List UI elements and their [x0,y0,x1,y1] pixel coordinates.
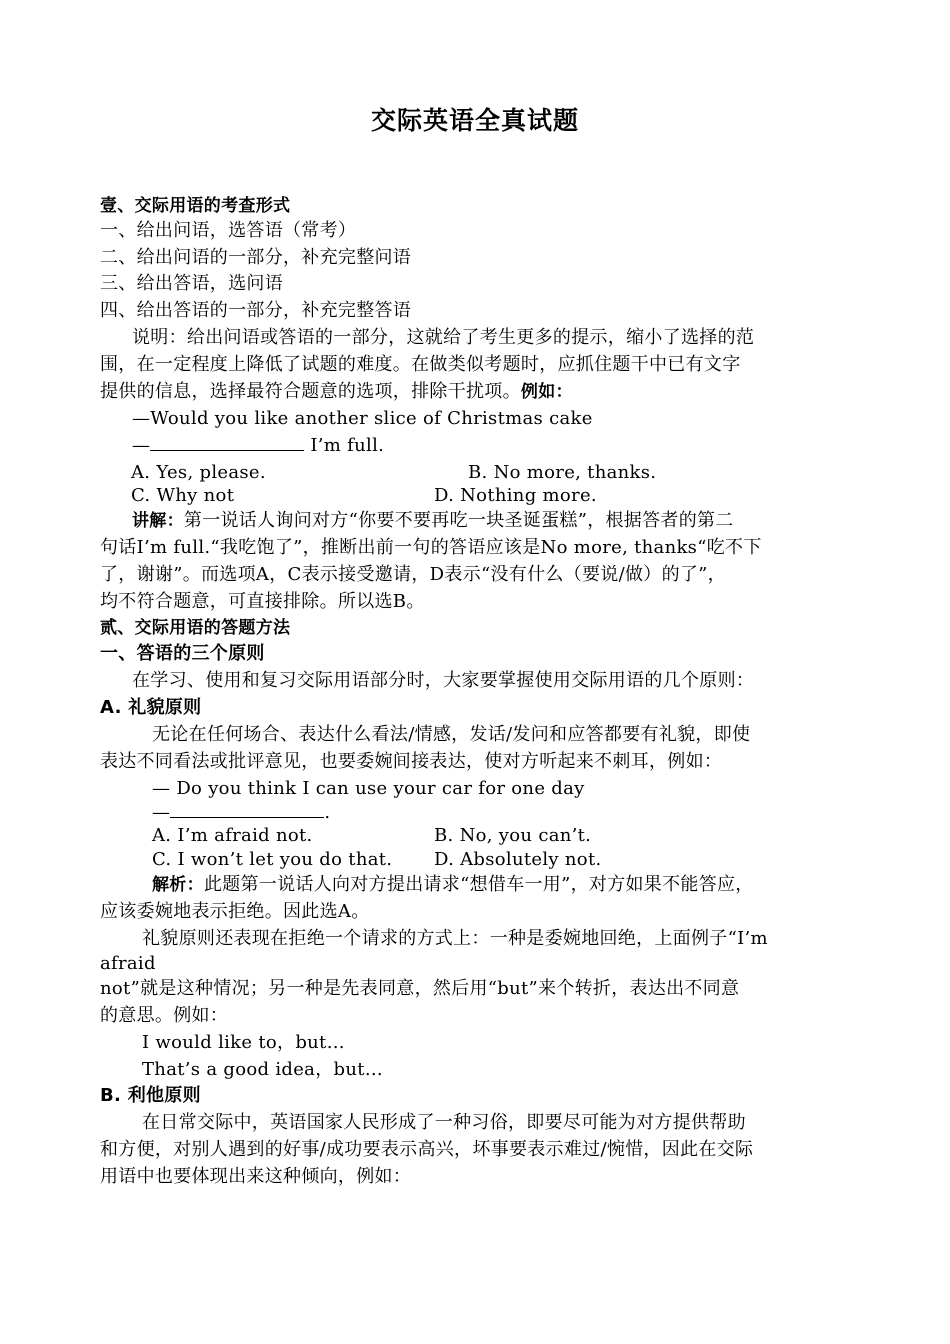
principle-a-option-b: B. No, you can’t. [434,825,592,846]
explanation-line-3: 了，谢谢”。而选项A，C表示接受邀请，D表示“没有什么（要说/做）的了”， [100,564,726,585]
principle-a-blank [170,800,324,818]
option-c: C. Why not [131,485,235,506]
note-line-3 [100,379,840,405]
answer-blank [150,433,304,451]
explanation-line-4: 均不符合题意，可直接排除。所以选B。 [100,591,425,612]
principle-a-explanation-text: 此题第一说话人向对方提出请求“想借车一用”，对方如果不能答应， [203,874,754,895]
note-line-1: 说明：给出问语或答语的一部分，这就给了考生更多的提示，缩小了选择的范 [132,327,755,348]
example-answer-line [132,433,872,459]
explanation-line-1 [132,508,872,534]
principle-a-explanation-line-2: 应该委婉地表示拒绝。因此选A。 [100,901,370,922]
form-item-3: 三、给出答语，选问语 [100,273,283,294]
principle-a-explanation-line-1 [152,872,892,898]
page-title: 交际英语全真试题 [370,106,579,135]
principle-a-explanation-label: 解析： [152,875,204,895]
principle-b-line-1: 在日常交际中，英语国家人民形成了一种习俗，即要尽可能为对方提供帮助 [142,1112,746,1133]
polite-more-line-2: afraid [100,953,156,974]
polite-more-line-4: 的意思。例如： [100,1005,229,1026]
principle-b-heading: B. 利他原则 [100,1085,201,1106]
note-text: 提供的信息，选择最符合题意的选项，排除干扰项。 [100,381,521,402]
example-dash: — [132,435,151,456]
option-d: D. Nothing more. [434,485,597,506]
form-item-4: 四、给出答语的一部分，补充完整答语 [100,300,412,321]
principle-a-question: — Do you think I can use your car for one day [152,778,585,799]
example-tail: I’m full. [304,435,385,456]
note-example-label: 例如： [520,382,573,402]
section-heading-1: 壹、交际用语的考查形式 [100,196,291,216]
principle-b-line-3: 用语中也要体现出来这种倾向，例如： [100,1166,412,1187]
subsection-heading-1: 一、答语的三个原则 [100,643,265,664]
polite-example-1: I would like to，but… [142,1032,345,1053]
principle-a-line-2: 表达不同看法或批评意见，也要委婉间接表达，使对方听起来不刺耳，例如： [100,751,723,772]
example-question: —Would you like another slice of Christmas cake [132,408,593,429]
principle-a-period: . [324,802,331,823]
principle-a-option-d: D. Absolutely not. [434,849,602,870]
explanation-line-2: 句话I’m full.“我吃饱了”，推断出前一句的答语应该是No more, thanks“吃不下 [100,537,762,558]
option-a: A. Yes, please. [131,462,266,483]
polite-more-line-3: not”就是这种情况；另一种是先表同意，然后用“but”来个转折，表达出不同意 [100,978,740,999]
option-b: B. No more, thanks. [468,462,657,483]
principle-a-dash: — [152,802,171,823]
explanation-text-1: 第一说话人询问对方“你要不要再吃一块圣诞蛋糕”，根据答者的第二 [183,510,734,531]
principle-a-heading: A. 礼貌原则 [100,697,202,718]
form-item-1: 一、给出问语，选答语（常考） [100,220,357,241]
principle-a-line-1: 无论在任何场合、表达什么看法/情感，发话/发问和应答都要有礼貌，即使 [152,724,751,745]
polite-example-2: That’s a good idea，but… [142,1059,384,1080]
principle-b-line-2: 和方便，对别人遇到的好事/成功要表示高兴，坏事要表示难过/惋惜，因此在交际 [100,1139,754,1160]
note-line-2: 围，在一定程度上降低了试题的难度。在做类似考题时，应抓住题干中已有文字 [100,354,741,375]
form-item-2: 二、给出问语的一部分，补充完整问语 [100,247,412,268]
explanation-label: 讲解： [132,511,184,531]
section-heading-2: 贰、交际用语的答题方法 [100,618,291,638]
principle-a-option-a: A. I’m afraid not. [152,825,313,846]
polite-more-line-1: 礼貌原则还表现在拒绝一个请求的方式上：一种是委婉地回绝，上面例子“I’m [142,928,768,949]
principle-a-option-c: C. I won’t let you do that. [152,849,393,870]
intro-line: 在学习、使用和复习交际用语部分时，大家要掌握使用交际用语的几个原则： [132,670,755,691]
